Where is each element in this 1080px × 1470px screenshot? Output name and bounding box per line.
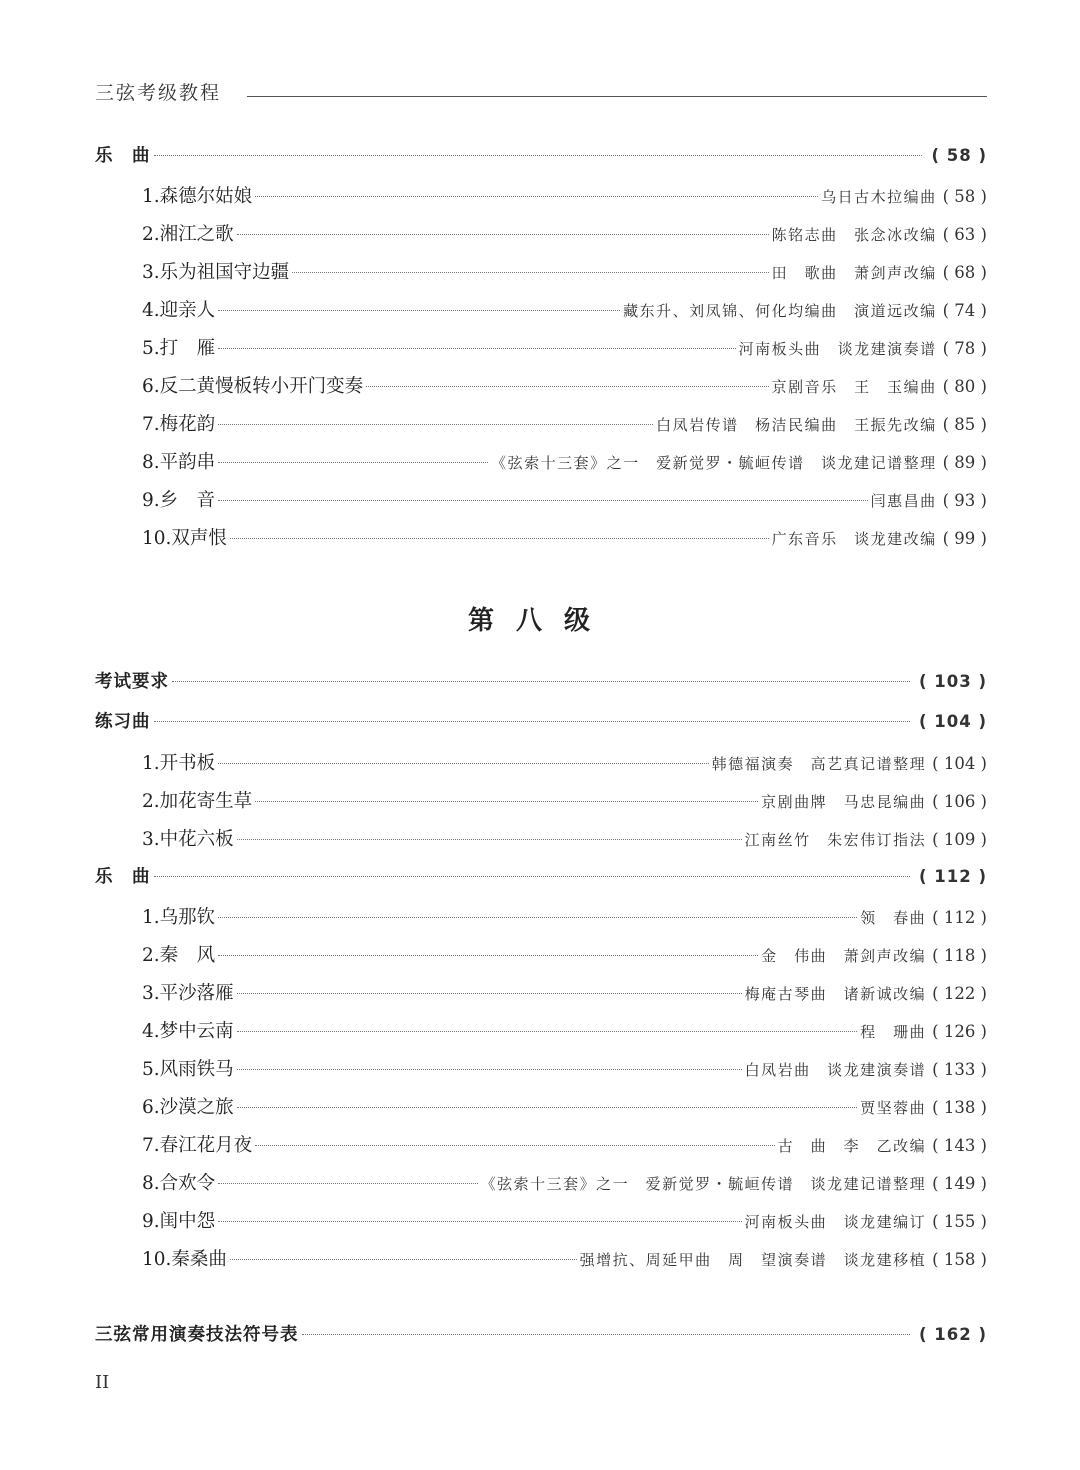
page-ref: ( 126 ) xyxy=(932,1022,987,1041)
page-ref: ( 63 ) xyxy=(942,225,987,244)
toc-item[interactable] xyxy=(142,220,987,246)
dot-leader xyxy=(154,876,910,877)
page-ref: ( 149 ) xyxy=(932,1174,987,1193)
toc-section-music-1[interactable] xyxy=(95,142,987,168)
item-title: 2.秦 风 xyxy=(142,945,216,966)
dot-leader xyxy=(237,1107,857,1108)
dot-leader xyxy=(218,917,857,918)
toc-item[interactable] xyxy=(142,1207,987,1233)
dot-leader xyxy=(172,681,910,682)
dot-leader xyxy=(255,801,758,802)
book-title: 三弦考级教程 xyxy=(95,82,222,104)
header-rule xyxy=(247,96,987,97)
item-title: 3.乐为祖国守边疆 xyxy=(142,262,290,283)
toc-section-exam-requirements[interactable] xyxy=(95,668,987,694)
item-title: 8.平韵串 xyxy=(142,452,216,473)
page-ref: ( 58 ) xyxy=(942,187,987,206)
page-ref: ( 155 ) xyxy=(932,1212,987,1231)
page-ref: ( 143 ) xyxy=(932,1136,987,1155)
dot-leader xyxy=(154,721,910,722)
toc-item[interactable] xyxy=(142,410,987,436)
dot-leader xyxy=(218,424,653,425)
item-title: 9.闺中怨 xyxy=(142,1211,216,1232)
item-title: 5.风雨铁马 xyxy=(142,1059,234,1080)
item-title: 4.迎亲人 xyxy=(142,300,216,321)
item-title: 2.加花寄生草 xyxy=(142,791,253,812)
item-title: 9.乡 音 xyxy=(142,490,216,511)
section-label: 乐 曲 xyxy=(95,867,151,887)
item-title: 10.双声恨 xyxy=(142,528,227,549)
dot-leader xyxy=(237,993,742,994)
item-title: 10.秦桑曲 xyxy=(142,1249,227,1270)
toc-section-technique-symbols[interactable] xyxy=(95,1321,987,1347)
item-credit: 梅庵古琴曲 诸新诚改编 xyxy=(744,985,927,1003)
item-credit: 京剧音乐 王 玉编曲 xyxy=(771,378,937,396)
dot-leader xyxy=(218,1183,477,1184)
item-credit: 白凤岩传谱 杨洁民编曲 王振先改编 xyxy=(656,416,937,434)
page-ref: ( 85 ) xyxy=(942,415,987,434)
dot-leader xyxy=(230,538,769,539)
item-title: 3.中花六板 xyxy=(142,829,234,850)
section-label: 练习曲 xyxy=(95,712,151,732)
item-title: 7.梅花韵 xyxy=(142,414,216,435)
item-credit: 韩德福演奏 高艺真记谱整理 xyxy=(711,755,927,773)
toc-item[interactable] xyxy=(142,1131,987,1157)
item-title: 8.合欢令 xyxy=(142,1173,216,1194)
toc-item[interactable] xyxy=(142,258,987,284)
item-credit: 田 歌曲 萧剑声改编 xyxy=(771,264,937,282)
toc-item[interactable] xyxy=(142,825,987,851)
toc-item[interactable] xyxy=(142,787,987,813)
item-title: 1.乌那钦 xyxy=(142,907,216,928)
dot-leader xyxy=(230,1259,577,1260)
item-credit: 古 曲 李 乙改编 xyxy=(777,1137,927,1155)
item-title: 5.打 雁 xyxy=(142,338,216,359)
item-credit: 闫惠昌曲 xyxy=(870,492,937,510)
toc-section-music-2[interactable] xyxy=(95,863,987,889)
page-ref: ( 106 ) xyxy=(932,792,987,811)
page-ref: ( 58 ) xyxy=(931,146,987,165)
section-label: 三弦常用演奏技法符号表 xyxy=(95,1325,299,1345)
item-credit: 贾坚蓉曲 xyxy=(860,1099,927,1117)
dot-leader xyxy=(237,839,742,840)
item-credit: 河南板头曲 谈龙建演奏谱 xyxy=(738,340,937,358)
toc-item[interactable] xyxy=(142,524,987,550)
dot-leader xyxy=(255,196,818,197)
item-title: 6.反二黄慢板转小开门变奏 xyxy=(142,376,364,397)
page-ref: ( 78 ) xyxy=(942,339,987,358)
item-credit: 藏东升、刘凤锦、何化均编曲 演道远改编 xyxy=(623,302,937,320)
section-label: 考试要求 xyxy=(95,672,169,692)
page-ref: ( 112 ) xyxy=(932,908,987,927)
dot-leader xyxy=(237,234,769,235)
page-ref: ( 162 ) xyxy=(918,1325,987,1344)
dot-leader xyxy=(366,386,768,387)
item-credit: 金 伟曲 萧剑声改编 xyxy=(761,947,927,965)
dot-leader xyxy=(218,310,620,311)
item-title: 4.梦中云南 xyxy=(142,1021,234,1042)
item-title: 2.湘江之歌 xyxy=(142,224,234,245)
item-title: 1.开书板 xyxy=(142,753,216,774)
toc-item[interactable] xyxy=(142,941,987,967)
toc-item[interactable] xyxy=(142,903,987,929)
item-credit: 广东音乐 谈龙建改编 xyxy=(771,530,937,548)
page-ref: ( 104 ) xyxy=(918,712,987,731)
item-credit: 领 春曲 xyxy=(860,909,927,927)
page-ref: ( 158 ) xyxy=(932,1250,987,1269)
item-credit: 乌日古木拉编曲 xyxy=(821,188,937,206)
section-label: 乐 曲 xyxy=(95,146,151,166)
item-credit: 《弦索十三套》之一 爱新觉罗・毓峘传谱 谈龙建记谱整理 xyxy=(491,454,937,472)
page-ref: ( 99 ) xyxy=(942,529,987,548)
toc-item[interactable] xyxy=(142,1093,987,1119)
item-title: 1.森德尔姑娘 xyxy=(142,186,253,207)
toc-item[interactable] xyxy=(142,1169,987,1195)
toc-item[interactable] xyxy=(142,334,987,360)
toc-item[interactable] xyxy=(142,1017,987,1043)
dot-leader xyxy=(302,1334,910,1335)
toc-item[interactable] xyxy=(142,296,987,322)
page-number: II xyxy=(95,1372,110,1393)
dot-leader xyxy=(218,763,708,764)
item-credit: 江南丝竹 朱宏伟订指法 xyxy=(744,831,927,849)
toc-item[interactable] xyxy=(142,979,987,1005)
page-ref: ( 93 ) xyxy=(942,491,987,510)
dot-leader xyxy=(237,1031,857,1032)
page-ref: ( 74 ) xyxy=(942,301,987,320)
dot-leader xyxy=(218,955,758,956)
item-title: 3.平沙落雁 xyxy=(142,983,234,1004)
dot-leader xyxy=(218,348,735,349)
page-ref: ( 112 ) xyxy=(918,867,987,886)
item-credit: 《弦索十三套》之一 爱新觉罗・毓峘传谱 谈龙建记谱整理 xyxy=(480,1175,927,1193)
toc-item[interactable] xyxy=(142,1055,987,1081)
toc-item[interactable] xyxy=(142,448,987,474)
page-ref: ( 118 ) xyxy=(932,946,987,965)
item-title: 7.春江花月夜 xyxy=(142,1135,253,1156)
dot-leader xyxy=(218,462,488,463)
dot-leader xyxy=(218,1221,741,1222)
dot-leader xyxy=(292,272,768,273)
item-credit: 白凤岩曲 谈龙建演奏谱 xyxy=(744,1061,927,1079)
page-ref: ( 122 ) xyxy=(932,984,987,1003)
page-ref: ( 68 ) xyxy=(942,263,987,282)
toc-item[interactable] xyxy=(142,1245,987,1271)
dot-leader xyxy=(255,1145,774,1146)
toc-item[interactable] xyxy=(142,486,987,512)
page-ref: ( 109 ) xyxy=(932,830,987,849)
dot-leader xyxy=(218,500,867,501)
running-header xyxy=(95,78,987,104)
page-ref: ( 103 ) xyxy=(918,672,987,691)
item-title: 6.沙漠之旅 xyxy=(142,1097,234,1118)
page-ref: ( 104 ) xyxy=(932,754,987,773)
toc-section-etudes[interactable] xyxy=(95,708,987,734)
item-credit: 强增抗、周延甲曲 周 望演奏谱 谈龙建移植 xyxy=(579,1251,927,1269)
toc-item[interactable] xyxy=(142,749,987,775)
page-ref: ( 80 ) xyxy=(942,377,987,396)
toc-item[interactable] xyxy=(142,182,987,208)
item-credit: 京剧曲牌 马忠昆编曲 xyxy=(761,793,927,811)
item-credit: 河南板头曲 谈龙建编订 xyxy=(744,1213,927,1231)
page-ref: ( 133 ) xyxy=(932,1060,987,1079)
dot-leader xyxy=(237,1069,742,1070)
dot-leader xyxy=(154,155,923,156)
item-credit: 程 珊曲 xyxy=(860,1023,927,1041)
grade-heading: 第八级 xyxy=(467,606,612,636)
item-credit: 陈铭志曲 张念冰改编 xyxy=(771,226,937,244)
page-ref: ( 89 ) xyxy=(942,453,987,472)
page-ref: ( 138 ) xyxy=(932,1098,987,1117)
toc-item[interactable] xyxy=(142,372,987,398)
